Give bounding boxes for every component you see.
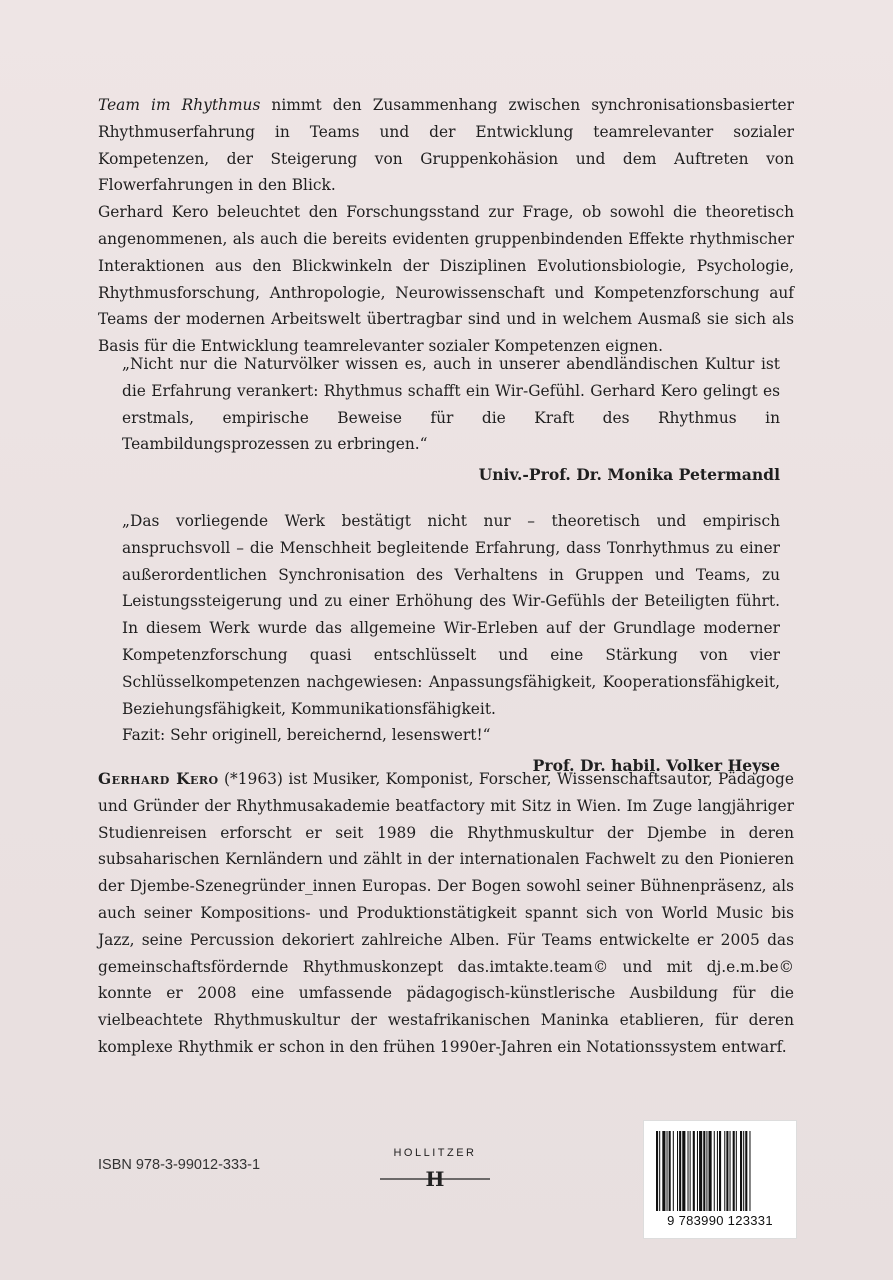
barcode-icon [654, 1131, 786, 1213]
quote-conclusion: Fazit: Sehr originell, bereichernd, lesenswert!“ [122, 726, 491, 745]
svg-text:H: H [425, 1167, 445, 1189]
author-bio [98, 766, 794, 1061]
quote-text: „Das vorliegende Werk bestätigt nicht nur – theoretisch und empirisch anspruchsvoll – die Menschheit begleitende Erfahrung, dass Tonrhythmus zu einer außerordentlichen Synchronisation des Verhaltens in Gruppen und Teams, zu Leistungssteigerung und zu einer Erhöhung des Wir-Gefühls der Beteiligten führt. In diesem Werk wurde das allgemeine Wir-Erleben auf der Grundlage moderner Kompetenzforschung quasi entschlüsselt und eine Stärkung von vier Schlüsselkompetenzen nachgewiesen: Anpassungsfähigkeit, Kooperationsfähigkeit, Beziehungsfähigkeit, Kommunikationsfähigkeit. [122, 512, 780, 718]
publisher-block [380, 1147, 490, 1189]
intro-paragraph [98, 92, 794, 199]
quote-attribution: Univ.-Prof. Dr. Monika Petermandl [478, 465, 780, 485]
bio-text: (*1963) ist Musiker, Komponist, Forscher, Wissenschaftsautor, Pädagoge und Gründer der Rhythmusakademie beatfactory mit Sitz in Wien. Im Zuge langjähriger Studienreisen erforscht er seit 1989 die Rhythmuskultur der Djembe in deren subsaharischen Kernländern und zählt in der internationalen Fachwelt zu den Pionieren der Djembe-Szenegründer_innen Europas. Der Bogen sowohl seiner Bühnenpräsenz, als auch seiner Kompositions- und Produktionstätigkeit spannt sich von World Music bis Jazz, seine Percussion dekoriert zahlreiche Alben. Für Teams entwickelte er 2005 das gemeinschaftsfördernde Rhythmuskonzept das.imtakte.team© und mit dj.e.m.be© konnte er 2008 eine umfassende pädagogisch-künstlerische Ausbildung für die vielbeachtete Rhythmuskultur der westafrikanischen Maninka etablieren, für deren komplexe Rhythmik er schon in den frühen 1990er-Jahren ein Notationssystem entwarf. [98, 770, 794, 1056]
publisher-name: HOLLITZER [393, 1147, 477, 1159]
isbn-label: ISBN 978-3-99012-333-1 [98, 1157, 261, 1173]
intro-text: nimmt den Zusammenhang zwischen synchronisationsbasierter Rhythmuserfahrung in Teams und der Entwicklung teamrelevanter sozialer Kompetenzen, der Steigerung von Gruppenkohäsion und dem Auftreten von Flowerfahrungen in den Blick. [98, 96, 794, 195]
publisher-logo-icon [380, 1167, 490, 1189]
barcode [643, 1120, 797, 1239]
quote-text: „Nicht nur die Naturvölker wissen es, auch in unserer abendländischen Kultur ist die Erfahrung verankert: Rhythmus schafft ein Wir-Gefühl. Gerhard Kero gelingt es erstmals, empirische Beweise für die Kraft des Rhythmus in Teambildungsprozessen zu erbringen.“ [122, 355, 780, 454]
research-paragraph: Gerhard Kero beleuchtet den Forschungsstand zur Frage, ob sowohl die theoretisch angenommenen, als auch die bereits evidenten gruppenbindenden Effekte rhythmischer Interaktionen aus den Blickwinkeln der Disziplinen Evolutionsbiologie, Psychologie, Rhythmusforschung, Anthropologie, Neurowissenschaft und Kompetenzforschung auf Teams der modernen Arbeitswelt übertragbar sind und in welchem Ausmaß sie sich als Basis für die Entwicklung teamrelevanter sozialer Kompetenzen eignen. [98, 203, 794, 356]
testimonial-heyse [122, 508, 780, 780]
author-name: Gerhard Kero [98, 770, 219, 788]
barcode-digits: 9 783990 123331 [667, 1213, 773, 1228]
intro-section [98, 92, 794, 360]
book-title: Team im Rhythmus [98, 96, 261, 114]
bio-paragraph [98, 766, 794, 1061]
quote-attribution: Prof. Dr. habil. Volker Heyse [532, 756, 780, 776]
testimonial-petermandl [122, 351, 780, 489]
